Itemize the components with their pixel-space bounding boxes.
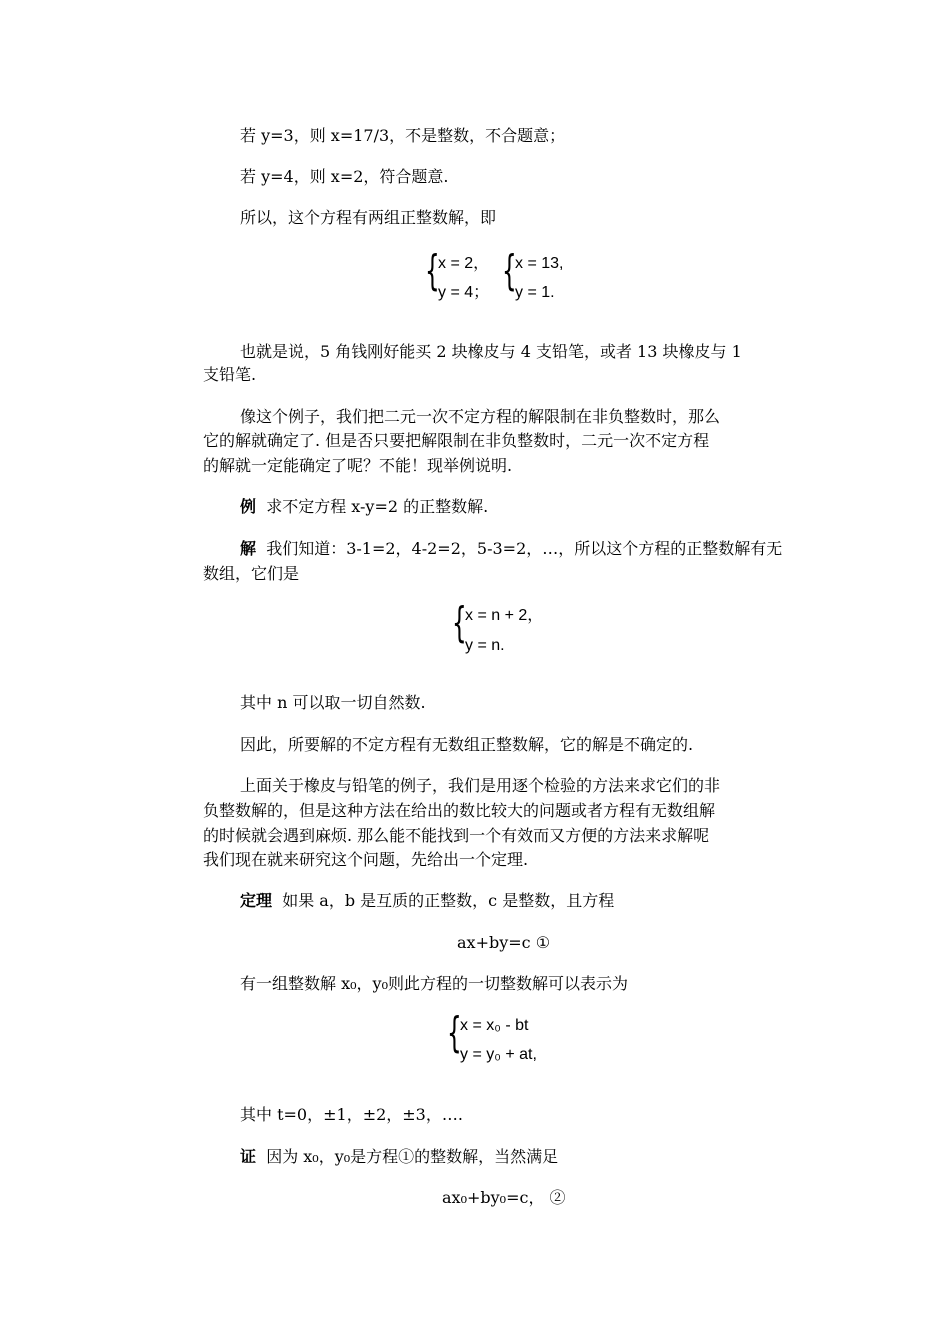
paragraph: 也就是说，5 角钱刚好能买 2 块橡皮与 4 支铅笔，或者 13 块橡皮与 1 (240, 342, 742, 361)
paragraph: 像这个例子，我们把二元一次不定方程的解限制在非负整数时，那么 (240, 407, 721, 426)
equation-2: ax₀+by₀=c， ② (442, 1188, 566, 1207)
paragraph: 数组，它们是 (203, 564, 300, 583)
equation-system-2: { x = n + 2， y = n. (452, 598, 544, 654)
proof-line: 证 因为 x₀，y₀是方程①的整数解，当然满足 (240, 1147, 559, 1166)
paragraph: 所以，这个方程有两组正整数解，即 (240, 208, 497, 227)
equation-system-1: { x = 2， y = 4； { x = 13, y = 1. (425, 246, 564, 301)
paragraph: 我们现在就来研究这个问题，先给出一个定理. (203, 850, 529, 869)
solution-line: 解 我们知道：3-1=2，4-2=2，5-3=2，…，所以这个方程的正整数解有无 (240, 539, 783, 558)
paragraph: 若 y=3，则 x=17/3，不是整数，不合题意； (240, 126, 566, 145)
paragraph: 支铅笔. (203, 365, 257, 384)
paragraph: 负整数解的，但是这种方法在给出的数比较大的问题或者方程有无数组解 (203, 801, 716, 820)
paragraph: 的时候就会遇到麻烦. 那么能不能找到一个有效而又方便的方法来求解呢 (203, 826, 710, 845)
paragraph: 上面关于橡皮与铅笔的例子，我们是用逐个检验的方法来求它们的非 (240, 776, 721, 795)
equation-system-3: { x = x₀ - bt y = y₀ + at, (447, 1008, 537, 1063)
paragraph: 的解就一定能确定了呢？不能！现举例说明. (203, 456, 513, 475)
paragraph: 它的解就确定了. 但是否只要把解限制在非负整数时，二元一次不定方程 (203, 431, 710, 450)
paragraph: 有一组整数解 x₀，y₀则此方程的一切整数解可以表示为 (240, 974, 628, 993)
paragraph: 其中 t=0，±1，±2，±3，…. (240, 1105, 463, 1124)
paragraph: 其中 n 可以取一切自然数. (240, 693, 426, 712)
paragraph: 因此，所要解的不定方程有无数组正整数解，它的解是不确定的. (240, 735, 694, 754)
theorem-line: 定理 如果 a，b 是互质的正整数，c 是整数，且方程 (240, 891, 615, 910)
example-line: 例 求不定方程 x-y=2 的正整数解. (240, 497, 489, 516)
paragraph: 若 y=4，则 x=2，符合题意. (240, 167, 449, 186)
equation-1: ax+by=c ① (457, 933, 551, 952)
